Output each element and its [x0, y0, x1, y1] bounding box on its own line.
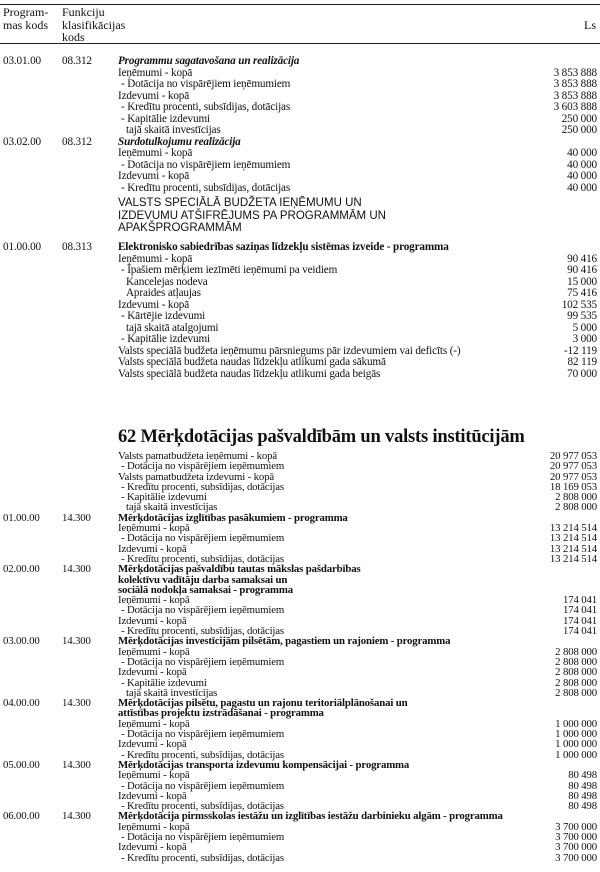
amount-ls: 15 000	[567, 275, 597, 288]
amount-ls: 250 000	[561, 112, 597, 125]
table-row	[0, 770, 600, 780]
header-text: mas kods	[3, 17, 48, 32]
row-label: - Kapitālie izdevumi	[121, 676, 207, 689]
table-row	[0, 616, 600, 626]
table-row	[0, 575, 600, 585]
row-label: tajā skaitā investīcijas	[126, 124, 221, 136]
row-label: Ieņēmumi - kopā	[118, 66, 193, 79]
amount-ls: 174 041	[562, 604, 597, 617]
row-label: Izdevumi - kopā	[118, 666, 187, 679]
table-row	[0, 719, 600, 729]
table-row	[0, 605, 600, 615]
row-label: tajā skaitā atalgojumi	[126, 321, 219, 334]
table-row	[0, 277, 600, 289]
amount-ls: 174 041	[562, 625, 597, 638]
table-row	[0, 523, 600, 533]
header-text: Program-	[3, 5, 49, 19]
table-row	[0, 171, 600, 183]
program-row	[0, 636, 600, 646]
special-budget-heading	[118, 197, 386, 235]
amount-ls: 90 416	[567, 252, 597, 265]
header-text: kods	[62, 30, 85, 44]
amount-ls: 80 498	[568, 769, 597, 782]
table-row	[0, 183, 600, 195]
amount-ls: 40 000	[567, 158, 597, 171]
program-row	[0, 56, 600, 68]
amount-ls: 1 000 000	[555, 738, 597, 751]
table-row	[0, 323, 600, 335]
amount-ls: 174 041	[562, 614, 597, 627]
table-row	[0, 781, 600, 791]
row-label: Izdevumi - kopā	[118, 738, 187, 751]
amount-ls: 2 808 000	[555, 666, 597, 679]
table-row	[0, 544, 600, 554]
header-program-code	[3, 6, 48, 31]
row-label: Izdevumi - kopā	[118, 170, 190, 182]
row-label: Izdevumi - kopā	[118, 841, 187, 854]
program-code: 04.00.00	[3, 697, 40, 710]
function-code: 14.300	[62, 563, 91, 576]
function-code: 08.312	[62, 55, 92, 67]
amount-ls: 1 000 000	[555, 717, 597, 730]
header-currency: Ls	[584, 18, 596, 32]
table-row	[0, 842, 600, 852]
program-code: 02.00.00	[3, 563, 40, 576]
heading-line: APAKŠPROGRAMMĀM	[118, 222, 242, 234]
table-row	[0, 148, 600, 160]
row-label: - Dotācija no vispārējiem ieņēmumiem	[121, 158, 291, 171]
row-label: Izdevumi - kopā	[118, 542, 187, 555]
function-code: 08.312	[62, 135, 92, 148]
program-row	[0, 564, 600, 574]
block-targeted-subsidies	[0, 451, 600, 863]
function-code: 14.300	[62, 810, 91, 823]
table-row	[0, 595, 600, 605]
table-row	[0, 125, 600, 137]
amount-ls: 80 498	[568, 779, 597, 792]
block-special-budget	[0, 242, 600, 380]
row-label: Izdevumi - kopā	[118, 614, 187, 627]
function-code: 08.313	[62, 241, 92, 253]
table-row	[0, 791, 600, 801]
amount-ls: 40 000	[567, 181, 597, 194]
row-label: - Kredītu procenti, subsīdijas, dotācijas	[121, 552, 284, 565]
row-label: Ieņēmumi - kopā	[118, 252, 193, 265]
row-label: - Dotācija no vispārējiem ieņēmumiem	[121, 779, 285, 792]
header-bottom-rule	[0, 43, 600, 44]
table-row	[0, 667, 600, 677]
table-row	[0, 472, 600, 482]
table-row	[0, 822, 600, 832]
amount-ls: 20 977 053	[549, 450, 597, 462]
row-label: tajā skaitā investīcijas	[126, 501, 218, 514]
row-label: - Dotācija no vispārējiem ieņēmumiem	[121, 830, 285, 843]
table-row	[0, 102, 600, 114]
row-label: - Kredītu procenti, subsīdijas, dotācijas	[121, 851, 284, 864]
program-code: 05.00.00	[3, 758, 40, 771]
header-function-code	[62, 6, 125, 44]
program-code: 03.02.00	[3, 135, 41, 148]
row-label: - Dotācija no vispārējiem ieņēmumiem	[121, 532, 285, 545]
amount-ls: 80 498	[568, 789, 597, 802]
row-label: - Dotācija no vispārējiem ieņēmumiem	[121, 604, 285, 617]
table-row	[0, 482, 600, 492]
table-row	[0, 68, 600, 80]
program-code: 06.00.00	[3, 810, 40, 823]
row-label: Programmu sagatavošana un realizācija	[118, 55, 300, 67]
amount-ls: 20 977 053	[549, 470, 597, 483]
row-label: Izdevumi - kopā	[118, 89, 190, 102]
amount-ls: 3 603 888	[553, 101, 597, 113]
table-row	[0, 708, 600, 718]
row-label: - Dotācija no vispārējiem ieņēmumiem	[121, 655, 285, 668]
row-label: Kancelejas nodeva	[126, 275, 208, 288]
amount-ls: 13 214 514	[549, 542, 597, 555]
amount-ls: 3 700 000	[555, 851, 597, 864]
row-label: - Kapitālie izdevumi	[121, 112, 210, 125]
row-label: - Dotācija no vispārējiem ieņēmumiem	[121, 78, 291, 90]
amount-ls: 99 535	[567, 310, 597, 322]
table-row	[0, 739, 600, 749]
row-label: Apraides atļaujas	[126, 287, 201, 299]
program-row	[0, 811, 600, 821]
function-code: 14.300	[62, 511, 91, 524]
amount-ls: 2 808 000	[555, 655, 597, 668]
section-title: 62 Mērķdotācijas pašvaldībām un valsts institūcijām	[118, 427, 525, 447]
row-label: Surdotulkojumu realizācija	[118, 135, 241, 148]
row-label: - Kredītu procenti, subsīdijas, dotācijas	[121, 181, 291, 194]
row-label: Ieņēmumi - kopā	[118, 820, 190, 833]
table-row	[0, 334, 600, 346]
row-label: sociālā nodokļa samaksai - programma	[118, 583, 293, 596]
amount-ls: 80 498	[568, 800, 597, 813]
amount-ls: 82 119	[567, 356, 597, 368]
row-label: Valsts pamatbudžeta ieņēmumi - kopā	[118, 450, 278, 462]
row-label: Izdevumi - kopā	[118, 789, 187, 802]
table-row	[0, 729, 600, 739]
row-label: - Kredītu procenti, subsīdijas, dotācijas	[121, 480, 284, 493]
amount-ls: 20 977 053	[549, 460, 597, 473]
amount-ls: 2 808 000	[555, 491, 597, 504]
row-label: Valsts speciālā budžeta naudas līdzekļu atlikumi gada sākumā	[118, 356, 386, 368]
row-label: Valsts speciālā budžeta naudas līdzekļu atlikumi gada beigās	[118, 367, 381, 380]
program-row	[0, 242, 600, 254]
amount-ls: 18 169 053	[549, 480, 597, 493]
program-code: 03.01.00	[3, 55, 41, 67]
row-label: Mērķdotācijas investīcijām pilsētām, pagastiem un rajoniem - programma	[118, 635, 451, 648]
row-label: Ieņēmumi - kopā	[118, 769, 190, 782]
table-row	[0, 369, 600, 381]
row-label: Ieņēmumi - kopā	[118, 594, 190, 607]
amount-ls: 3 700 000	[555, 841, 597, 854]
program-row	[0, 760, 600, 770]
amount-ls: 90 416	[567, 264, 597, 276]
amount-ls: 1 000 000	[555, 748, 597, 761]
table-row	[0, 461, 600, 471]
amount-ls: 2 808 000	[555, 645, 597, 658]
amount-ls: 102 535	[561, 298, 597, 311]
table-row	[0, 832, 600, 842]
header-text: klasifikācijas	[62, 17, 126, 32]
row-label: Mērķdotācijas izglītības pasākumiem - programma	[118, 511, 348, 524]
table-row	[0, 311, 600, 323]
amount-ls: 2 808 000	[555, 686, 597, 699]
amount-ls: 1 000 000	[555, 728, 597, 741]
row-label: - Kredītu procenti, subsīdijas, dotācijas	[121, 748, 284, 761]
row-label: Valsts pamatbudžeta izdevumi - kopā	[118, 470, 275, 483]
amount-ls: 75 416	[567, 287, 597, 299]
row-label: kolektīvu vadītāju darba samaksai un	[118, 573, 288, 586]
row-label: Mērķdotācijas pilsētu, pagastu un rajonu teritoriālplānošanai un	[118, 697, 408, 710]
program-row	[0, 137, 600, 149]
row-label: Izdevumi - kopā	[118, 298, 190, 311]
amount-ls: 3 853 888	[553, 78, 597, 90]
table-row	[0, 585, 600, 595]
row-label: - Kredītu procenti, subsīdijas, dotācijas	[121, 101, 291, 113]
row-label: - Kapitālie izdevumi	[121, 333, 210, 345]
row-label: - Kredītu procenti, subsīdijas, dotācijas	[121, 625, 284, 638]
amount-ls: 40 000	[567, 147, 597, 159]
amount-ls: 5 000	[572, 321, 597, 334]
amount-ls: 250 000	[561, 124, 597, 136]
row-label: - Īpašiem mērķiem iezīmēti ieņēmumi pa veidiem	[121, 264, 338, 276]
amount-ls: 13 214 514	[549, 522, 597, 535]
table-row	[0, 533, 600, 543]
row-label: - Dotācija no vispārējiem ieņēmumiem	[121, 460, 285, 473]
table-row	[0, 91, 600, 103]
table-row	[0, 647, 600, 657]
amount-ls: 174 041	[562, 594, 597, 607]
amount-ls: 40 000	[567, 170, 597, 182]
table-row	[0, 288, 600, 300]
table-row	[0, 79, 600, 91]
heading-line: IZDEVUMU ATŠIFRĒJUMS PA PROGRAMMĀM UN	[118, 209, 386, 222]
table-row	[0, 853, 600, 863]
amount-ls: 70 000	[567, 367, 597, 380]
row-label: Ieņēmumi - kopā	[118, 522, 190, 535]
amount-ls: 13 214 514	[549, 532, 597, 545]
row-label: Mērķdotācija pirmsskolas iestāžu un izglītības iestāžu darbinieku algām - programma	[118, 810, 503, 823]
table-row	[0, 265, 600, 277]
amount-ls: 3 000	[572, 333, 597, 345]
row-label: - Kredītu procenti, subsīdijas, dotācijas	[121, 800, 284, 813]
row-label: - Kārtējie izdevumi	[121, 310, 206, 322]
row-label: Mērķdotācijas pašvaldību tautas mākslas pašdarbības	[118, 563, 361, 576]
amount-ls: 13 214 514	[549, 552, 597, 565]
program-row	[0, 513, 600, 523]
function-code: 14.300	[62, 758, 91, 771]
program-code: 01.00.00	[3, 511, 40, 524]
row-label: Ieņēmumi - kopā	[118, 147, 193, 159]
row-label: Mērķdotācijas transporta izdevumu kompensācijai - programma	[118, 758, 410, 771]
heading-line: VALSTS SPECIĀLĀ BUDŽETA IEŅĒMUMU UN	[118, 197, 362, 209]
table-row	[0, 160, 600, 172]
amount-ls: 3 853 888	[553, 89, 597, 102]
table-row	[0, 357, 600, 369]
row-label: Elektronisko sabiedrības saziņas līdzekļu sistēmas izveide - programma	[118, 241, 449, 253]
table-row	[0, 114, 600, 126]
block-basic-budget-programs	[0, 56, 600, 194]
table-row	[0, 451, 600, 461]
amount-ls: 2 808 000	[555, 676, 597, 689]
amount-ls: 3 700 000	[555, 830, 597, 843]
program-code: 03.00.00	[3, 635, 40, 648]
row-label: - Dotācija no vispārējiem ieņēmumiem	[121, 728, 285, 741]
table-row	[0, 300, 600, 312]
amount-ls: -12 119	[563, 344, 597, 357]
row-label: tajā skaitā investīcijas	[126, 686, 218, 699]
table-row	[0, 678, 600, 688]
function-code: 14.300	[62, 697, 91, 710]
row-label: Ieņēmumi - kopā	[118, 645, 190, 658]
row-label: - Kapitālie izdevumi	[121, 491, 207, 504]
amount-ls: 2 808 000	[555, 501, 597, 514]
amount-ls: 3 853 888	[553, 66, 597, 79]
row-label: attīstības projektu izstrādāšanai - programma	[118, 707, 324, 720]
program-code: 01.00.00	[3, 241, 41, 253]
table-row	[0, 492, 600, 502]
table-row	[0, 657, 600, 667]
function-code: 14.300	[62, 635, 91, 648]
amount-ls: 3 700 000	[555, 820, 597, 833]
header-text: Funkciju	[62, 5, 105, 19]
row-label: Valsts speciālā budžeta ieņēmumu pārsniegums pār izdevumiem vai deficīts (-)	[118, 344, 461, 357]
row-label: Ieņēmumi - kopā	[118, 717, 190, 730]
